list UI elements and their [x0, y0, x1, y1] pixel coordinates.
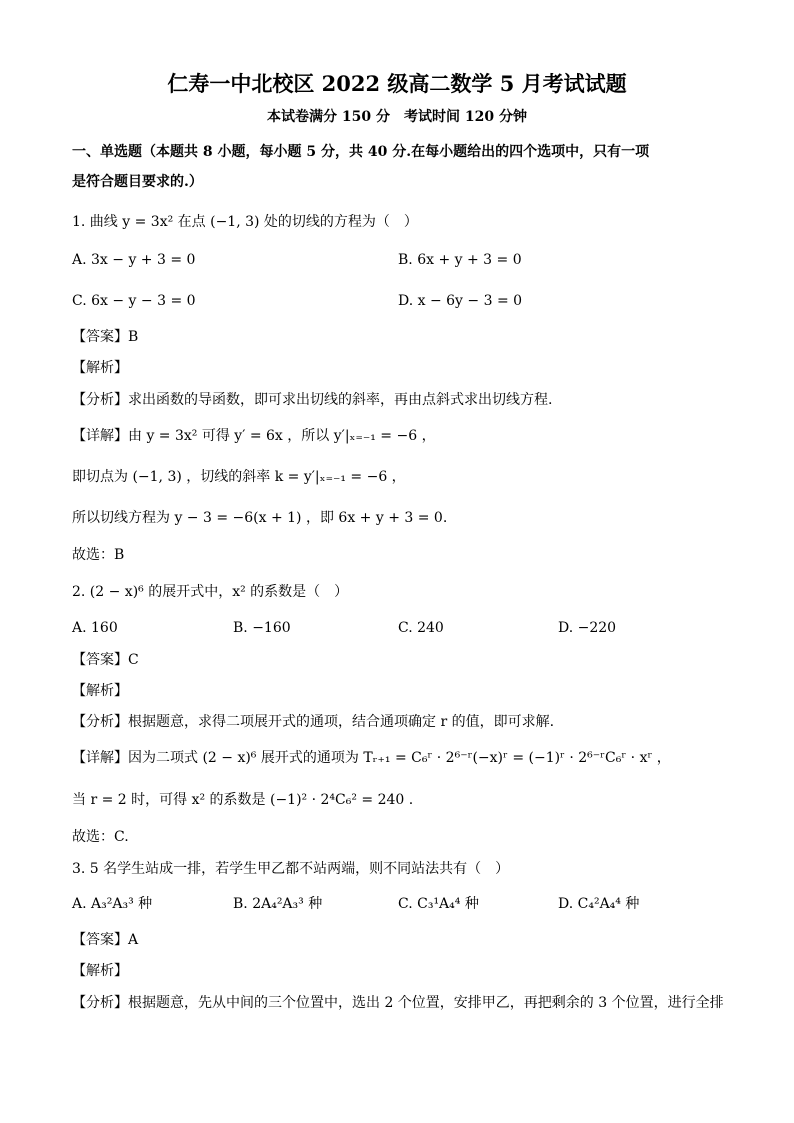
q2-detail-2: 当 r = 2 时，可得 x² 的系数是 (−1)² · 2⁴C₆² = 240 . — [72, 792, 414, 808]
q3-fenxi: 【分析】根据题意，先从中间的三个位置中，选出 2 个位置，安排甲乙，再把剩余的 3 个位置，进行全排 — [72, 995, 724, 1011]
q2-detail-1: 【详解】因为二项式 (2 − x)⁶ 展开式的通项为 Tᵣ₊₁ = C₆ʳ · 2⁶⁻ʳ(−x)ʳ = (−1)ʳ · 2⁶⁻ʳC₆ʳ · xʳ ， — [72, 750, 671, 766]
q1-choice: 故选：B — [72, 547, 125, 563]
q1-detail-2: 即切点为 (−1, 3) ，切线的斜率 k = y′|ₓ₌₋₁ = −6 ， — [72, 469, 406, 485]
q3-answer: 【答案】A — [72, 932, 139, 948]
q3-option-b: B. 2A₄²A₃³ 种 — [233, 896, 323, 912]
q2-stem: 2. (2 − x)⁶ 的展开式中，x² 的系数是（ ） — [72, 584, 349, 600]
q1-option-d: D. x − 6y − 3 = 0 — [398, 293, 523, 309]
section-heading-line1: 一、单选题（本题共 8 小题，每小题 5 分，共 40 分.在每小题给出的四个选项中，只有一项 — [72, 144, 650, 160]
q3-option-d: D. C₄²A₄⁴ 种 — [558, 896, 640, 912]
q3-option-c: C. C₃¹A₄⁴ 种 — [398, 896, 479, 912]
q1-option-c: C. 6x − y − 3 = 0 — [72, 293, 196, 309]
q2-option-a: A. 160 — [72, 620, 118, 636]
q1-answer: 【答案】B — [72, 329, 139, 345]
q1-detail-1: 【详解】由 y = 3x² 可得 y′ = 6x ，所以 y′|ₓ₌₋₁ = −6 ， — [72, 428, 436, 444]
q1-option-a: A. 3x − y + 3 = 0 — [72, 252, 196, 268]
q2-analysis-head: 【解析】 — [72, 683, 128, 699]
q1-analysis-head: 【解析】 — [72, 360, 128, 376]
q3-option-a: A. A₃²A₃³ 种 — [72, 896, 153, 912]
q2-option-c: C. 240 — [398, 620, 444, 636]
exam-subtitle: 本试卷满分 150 分 考试时间 120 分钟 — [267, 109, 527, 125]
section-heading-line2: 是符合题目要求的.） — [72, 174, 203, 190]
q3-analysis-head: 【解析】 — [72, 963, 128, 979]
q2-choice: 故选：C. — [72, 829, 129, 845]
q2-answer: 【答案】C — [72, 652, 139, 668]
exam-title: 仁寿一中北校区 2022 级高二数学 5 月考试试题 — [167, 71, 627, 96]
q2-option-d: D. −220 — [558, 620, 617, 636]
q1-detail-3: 所以切线方程为 y − 3 = −6(x + 1) ，即 6x + y + 3 = 0. — [72, 510, 448, 526]
q1-option-b: B. 6x + y + 3 = 0 — [398, 252, 522, 268]
q2-option-b: B. −160 — [233, 620, 291, 636]
q2-fenxi: 【分析】根据题意，求得二项展开式的通项，结合通项确定 r 的值，即可求解. — [72, 714, 555, 730]
q1-fenxi: 【分析】求出函数的导函数，即可求出切线的斜率，再由点斜式求出切线方程. — [72, 392, 553, 408]
q3-stem: 3. 5 名学生站成一排，若学生甲乙都不站两端，则不同站法共有（ ） — [72, 861, 510, 877]
q1-stem: 1. 曲线 y = 3x² 在点 (−1, 3) 处的切线的方程为（ ） — [72, 214, 418, 230]
